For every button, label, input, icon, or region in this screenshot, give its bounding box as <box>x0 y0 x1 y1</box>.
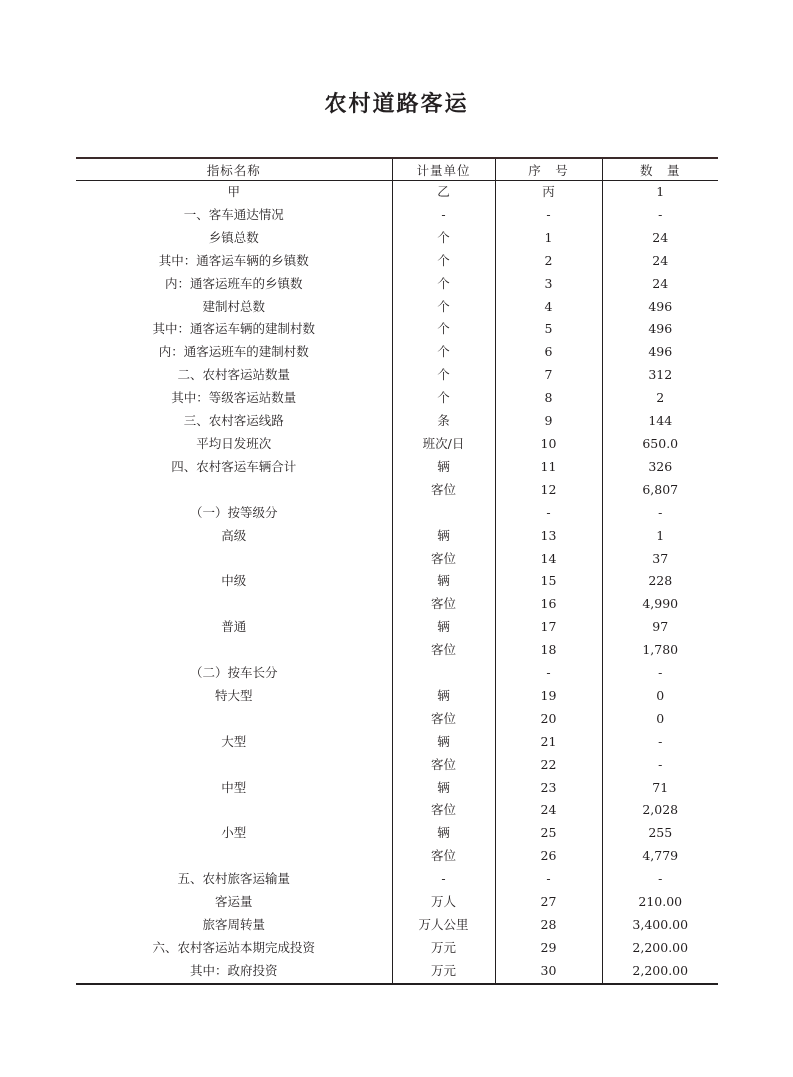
cell-sequence: 5 <box>495 318 602 341</box>
table-row <box>76 777 718 800</box>
cell-quantity: 255 <box>648 825 673 841</box>
table-row <box>76 570 718 593</box>
cell-indicator-name: 其中：等级客运站数量 <box>76 387 392 410</box>
header-sequence: 序 号 <box>495 159 602 181</box>
cell-quantity: 1,780 <box>642 642 679 658</box>
cell-sequence: 25 <box>495 822 602 845</box>
cell-unit: 客位 <box>392 708 495 731</box>
cell-quantity: - <box>658 206 663 222</box>
cell-unit: 班次/日 <box>392 433 495 456</box>
table-row <box>76 731 718 754</box>
cell-indicator-name: 平均日发班次 <box>76 433 392 456</box>
table-row <box>76 204 718 227</box>
cell-unit <box>392 662 495 685</box>
cell-indicator-name: 其中：政府投资 <box>76 960 392 983</box>
cell-quantity: 2,028 <box>642 802 679 818</box>
cell-indicator-name <box>76 593 392 616</box>
cell-sequence: 3 <box>495 273 602 296</box>
cell-quantity: 6,807 <box>642 481 679 497</box>
cell-unit: 客位 <box>392 479 495 502</box>
table-row <box>76 525 718 548</box>
cell-unit: 万元 <box>392 960 495 983</box>
cell-indicator-name: 中型 <box>76 777 392 800</box>
cell-unit: 乙 <box>392 181 495 204</box>
cell-quantity: 496 <box>648 344 673 360</box>
cell-indicator-name: 大型 <box>76 731 392 754</box>
cell-unit: 辆 <box>392 822 495 845</box>
cell-sequence: 18 <box>495 639 602 662</box>
cell-unit <box>392 502 495 525</box>
cell-quantity: 650.0 <box>642 435 679 451</box>
table-row <box>76 410 718 433</box>
cell-quantity: 0 <box>656 687 665 703</box>
cell-sequence: 21 <box>495 731 602 754</box>
table-body <box>76 181 718 983</box>
cell-quantity: 228 <box>648 573 673 589</box>
table-row <box>76 479 718 502</box>
table-row <box>76 754 718 777</box>
table-bottom-rule <box>76 983 718 985</box>
table-row <box>76 708 718 731</box>
table-row <box>76 502 718 525</box>
cell-unit: 个 <box>392 318 495 341</box>
cell-sequence: 7 <box>495 364 602 387</box>
cell-indicator-name: （一）按等级分 <box>76 502 392 525</box>
table-row <box>76 250 718 273</box>
cell-indicator-name: 客运量 <box>76 891 392 914</box>
cell-sequence: 22 <box>495 754 602 777</box>
cell-indicator-name: （二）按车长分 <box>76 662 392 685</box>
cell-sequence: 23 <box>495 777 602 800</box>
cell-unit: 辆 <box>392 456 495 479</box>
cell-quantity: 71 <box>652 779 669 795</box>
cell-quantity: - <box>658 504 663 520</box>
table-row <box>76 387 718 410</box>
cell-quantity: 326 <box>648 458 673 474</box>
cell-unit: 条 <box>392 410 495 433</box>
cell-unit: 客位 <box>392 799 495 822</box>
cell-indicator-name: 三、农村客运线路 <box>76 410 392 433</box>
cell-unit: 客位 <box>392 845 495 868</box>
cell-indicator-name <box>76 548 392 571</box>
cell-unit: 个 <box>392 250 495 273</box>
table-row <box>76 937 718 960</box>
cell-sequence: 26 <box>495 845 602 868</box>
statistics-table-container <box>76 157 718 985</box>
cell-quantity: 24 <box>652 252 669 268</box>
cell-sequence: 8 <box>495 387 602 410</box>
cell-sequence: 24 <box>495 799 602 822</box>
cell-sequence: - <box>495 502 602 525</box>
cell-quantity: - <box>658 733 663 749</box>
cell-indicator-name: 特大型 <box>76 685 392 708</box>
header-unit: 计量单位 <box>392 159 495 181</box>
cell-sequence: 14 <box>495 548 602 571</box>
cell-sequence: 13 <box>495 525 602 548</box>
cell-quantity: 2,200.00 <box>632 939 689 955</box>
table-row <box>76 868 718 891</box>
cell-sequence: 30 <box>495 960 602 983</box>
cell-quantity: - <box>658 871 663 887</box>
cell-sequence: 6 <box>495 341 602 364</box>
cell-quantity: - <box>658 665 663 681</box>
table-header-row <box>76 159 718 181</box>
table-row <box>76 662 718 685</box>
table-row <box>76 456 718 479</box>
cell-quantity: 210.00 <box>638 894 683 910</box>
cell-quantity: 0 <box>656 710 665 726</box>
cell-sequence: 1 <box>495 227 602 250</box>
cell-sequence: 10 <box>495 433 602 456</box>
cell-indicator-name: 普通 <box>76 616 392 639</box>
cell-sequence: 19 <box>495 685 602 708</box>
cell-sequence: 17 <box>495 616 602 639</box>
cell-unit: 客位 <box>392 593 495 616</box>
cell-sequence: 11 <box>495 456 602 479</box>
cell-unit: 辆 <box>392 616 495 639</box>
cell-unit: 个 <box>392 273 495 296</box>
cell-unit: 个 <box>392 341 495 364</box>
cell-indicator-name: 内：通客运班车的乡镇数 <box>76 273 392 296</box>
cell-quantity: 144 <box>648 413 673 429</box>
cell-indicator-name: 二、农村客运站数量 <box>76 364 392 387</box>
cell-indicator-name <box>76 799 392 822</box>
cell-indicator-name: 建制村总数 <box>76 296 392 319</box>
cell-indicator-name: 其中：通客运车辆的建制村数 <box>76 318 392 341</box>
cell-indicator-name <box>76 845 392 868</box>
cell-quantity: 496 <box>648 321 673 337</box>
cell-quantity: 24 <box>652 229 669 245</box>
cell-quantity: 2 <box>656 390 665 406</box>
cell-sequence: - <box>495 204 602 227</box>
cell-unit: 个 <box>392 227 495 250</box>
cell-sequence: 4 <box>495 296 602 319</box>
cell-unit: 万人公里 <box>392 914 495 937</box>
cell-indicator-name: 其中：通客运车辆的乡镇数 <box>76 250 392 273</box>
cell-unit: 客位 <box>392 548 495 571</box>
cell-sequence: 29 <box>495 937 602 960</box>
header-indicator-name: 指标名称 <box>76 159 392 181</box>
cell-quantity: 97 <box>652 619 669 635</box>
cell-quantity: 1 <box>656 184 665 199</box>
table-row <box>76 799 718 822</box>
cell-quantity: 1 <box>656 527 665 543</box>
table-row <box>76 227 718 250</box>
cell-indicator-name <box>76 639 392 662</box>
table-row <box>76 845 718 868</box>
table-row <box>76 639 718 662</box>
cell-sequence: 9 <box>495 410 602 433</box>
cell-indicator-name: 甲 <box>76 181 392 204</box>
table-row <box>76 548 718 571</box>
cell-indicator-name <box>76 479 392 502</box>
cell-unit: 个 <box>392 296 495 319</box>
table-row <box>76 685 718 708</box>
cell-indicator-name: 内：通客运班车的建制村数 <box>76 341 392 364</box>
cell-sequence: 12 <box>495 479 602 502</box>
cell-indicator-name: 小型 <box>76 822 392 845</box>
table-row <box>76 616 718 639</box>
cell-unit: 辆 <box>392 570 495 593</box>
cell-indicator-name <box>76 708 392 731</box>
table-row <box>76 273 718 296</box>
cell-quantity: 312 <box>648 367 673 383</box>
table-row <box>76 296 718 319</box>
table-row <box>76 318 718 341</box>
table-row <box>76 960 718 983</box>
cell-quantity: 3,400.00 <box>632 917 689 932</box>
cell-unit: 客位 <box>392 754 495 777</box>
cell-unit: 辆 <box>392 685 495 708</box>
cell-quantity: 2,200.00 <box>632 962 689 978</box>
cell-quantity: 496 <box>648 298 673 314</box>
cell-quantity: 24 <box>652 275 669 291</box>
cell-quantity: 37 <box>652 550 669 566</box>
cell-quantity: 4,779 <box>642 848 679 864</box>
cell-unit: 万元 <box>392 937 495 960</box>
table-row <box>76 341 718 364</box>
cell-sequence: - <box>495 662 602 685</box>
statistics-table <box>76 159 718 983</box>
table-row <box>76 914 718 937</box>
cell-sequence: 20 <box>495 708 602 731</box>
cell-sequence: 15 <box>495 570 602 593</box>
cell-unit: 个 <box>392 364 495 387</box>
cell-quantity: 4,990 <box>642 596 679 612</box>
cell-sequence: 27 <box>495 891 602 914</box>
cell-sequence: - <box>495 868 602 891</box>
cell-indicator-name: 高级 <box>76 525 392 548</box>
cell-sequence: 丙 <box>495 181 602 204</box>
cell-sequence: 2 <box>495 250 602 273</box>
cell-indicator-name: 一、客车通达情况 <box>76 204 392 227</box>
table-row <box>76 433 718 456</box>
table-row <box>76 364 718 387</box>
cell-unit: 辆 <box>392 777 495 800</box>
cell-indicator-name: 旅客周转量 <box>76 914 392 937</box>
table-row <box>76 181 718 204</box>
cell-unit: 个 <box>392 387 495 410</box>
cell-unit: 客位 <box>392 639 495 662</box>
table-row <box>76 822 718 845</box>
cell-unit: 辆 <box>392 731 495 754</box>
cell-indicator-name: 六、农村客运站本期完成投资 <box>76 937 392 960</box>
cell-unit: - <box>392 204 495 227</box>
cell-indicator-name: 乡镇总数 <box>76 227 392 250</box>
table-row <box>76 891 718 914</box>
cell-indicator-name <box>76 754 392 777</box>
cell-indicator-name: 四、农村客运车辆合计 <box>76 456 392 479</box>
table-row <box>76 593 718 616</box>
cell-unit: 辆 <box>392 525 495 548</box>
cell-sequence: 16 <box>495 593 602 616</box>
cell-unit: - <box>392 868 495 891</box>
cell-quantity: - <box>658 756 663 772</box>
header-quantity: 数 量 <box>602 159 718 181</box>
cell-unit: 万人 <box>392 891 495 914</box>
cell-indicator-name: 中级 <box>76 570 392 593</box>
cell-indicator-name: 五、农村旅客运输量 <box>76 868 392 891</box>
page-title: 农村道路客运 <box>324 91 469 117</box>
cell-sequence: 28 <box>495 914 602 937</box>
